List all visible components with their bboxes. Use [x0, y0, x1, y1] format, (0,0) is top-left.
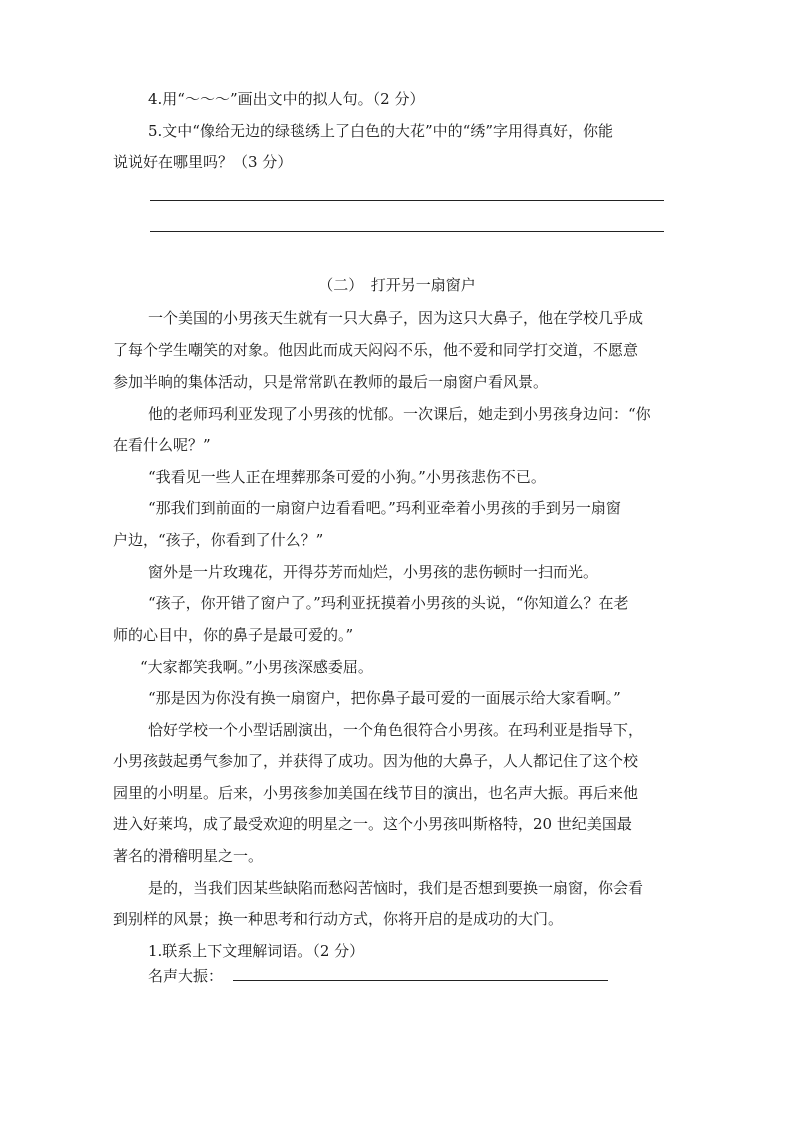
passage-line: 进入好莱坞，成了最受欢迎的明星之一。这个小男孩叫斯格特，20 世纪美国最 [113, 815, 632, 833]
passage-line: “大家都笑我啊。”小男孩深感委屈。 [140, 658, 373, 676]
passage-line: 户边，“孩子，你看到了什么？” [113, 531, 324, 549]
passage-line: 小男孩鼓起勇气参加了，并获得了成功。因为他的大鼻子，人人都记住了这个校 [113, 752, 639, 770]
passage-line: “那我们到前面的一扇窗户边看看吧。”玛利亚牵着小男孩的手到另一扇窗 [148, 499, 621, 517]
passage-line: 著名的滑稽明星之一。 [113, 847, 264, 865]
answer-line-1[interactable] [150, 200, 664, 201]
passage-line: 师的心目中，你的鼻子是最可爱的。” [113, 626, 354, 644]
passage-line: 参加半晌的集体活动，只是常常趴在教师的最后一扇窗户看风景。 [113, 373, 549, 391]
passage-line: 园里的小明星。后来，小男孩参加美国在线节目的演出，也名声大振。再后来他 [113, 784, 639, 802]
passage-line: 是的，当我们因某些缺陷而愁闷苦恼时，我们是否想到要换一扇窗，你会看 [148, 879, 644, 897]
passage-line: 他的老师玛利亚发现了小男孩的忧郁。一次课后，她走到小男孩身边问：“你 [148, 405, 651, 423]
passage-line: “我看见一些人正在埋葬那条可爱的小狗。”小男孩悲伤不已。 [148, 468, 546, 486]
question-5-line-1: 5.文中“像给无边的绿毯绣上了白色的大花”中的“绣”字用得真好，你能 [148, 122, 613, 140]
question-4: 4.用“～～～”画出文中的拟人句。（2 分） [148, 90, 425, 108]
passage-line: 一个美国的小男孩天生就有一只大鼻子，因为这只大鼻子，他在学校几乎成 [148, 309, 644, 327]
term-answer-line[interactable] [233, 980, 608, 981]
answer-line-2[interactable] [150, 231, 664, 232]
term-label: 名声大振： [148, 967, 224, 985]
passage-title: （二） 打开另一扇窗户 [318, 276, 476, 294]
passage-line: 了每个学生嘲笑的对象。他因此而成天闷闷不乐，他不爱和同学打交道，不愿意 [113, 341, 639, 359]
passage-line: 到别样的风景；换一种思考和行动方式，你将开启的是成功的大门。 [113, 910, 564, 928]
passage-line: 在看什么呢？” [113, 436, 211, 454]
question-1: 1.联系上下文理解词语。（2 分） [148, 942, 365, 960]
passage-line: 恰好学校一个小型话剧演出，一个角色很符合小男孩。在玛利亚是指导下， [148, 721, 644, 739]
passage-line: “那是因为你没有换一扇窗户，把你鼻子最可爱的一面展示给大家看啊。” [148, 689, 621, 707]
question-5-line-2: 说说好在哪里吗？（3 分） [113, 153, 293, 171]
passage-line: “孩子，你开错了窗户了。”玛利亚抚摸着小男孩的头说，“你知道么？在老 [148, 594, 629, 612]
passage-line: 窗外是一片玫瑰花，开得芬芳而灿烂，小男孩的悲伤顿时一扫而光。 [148, 563, 599, 581]
